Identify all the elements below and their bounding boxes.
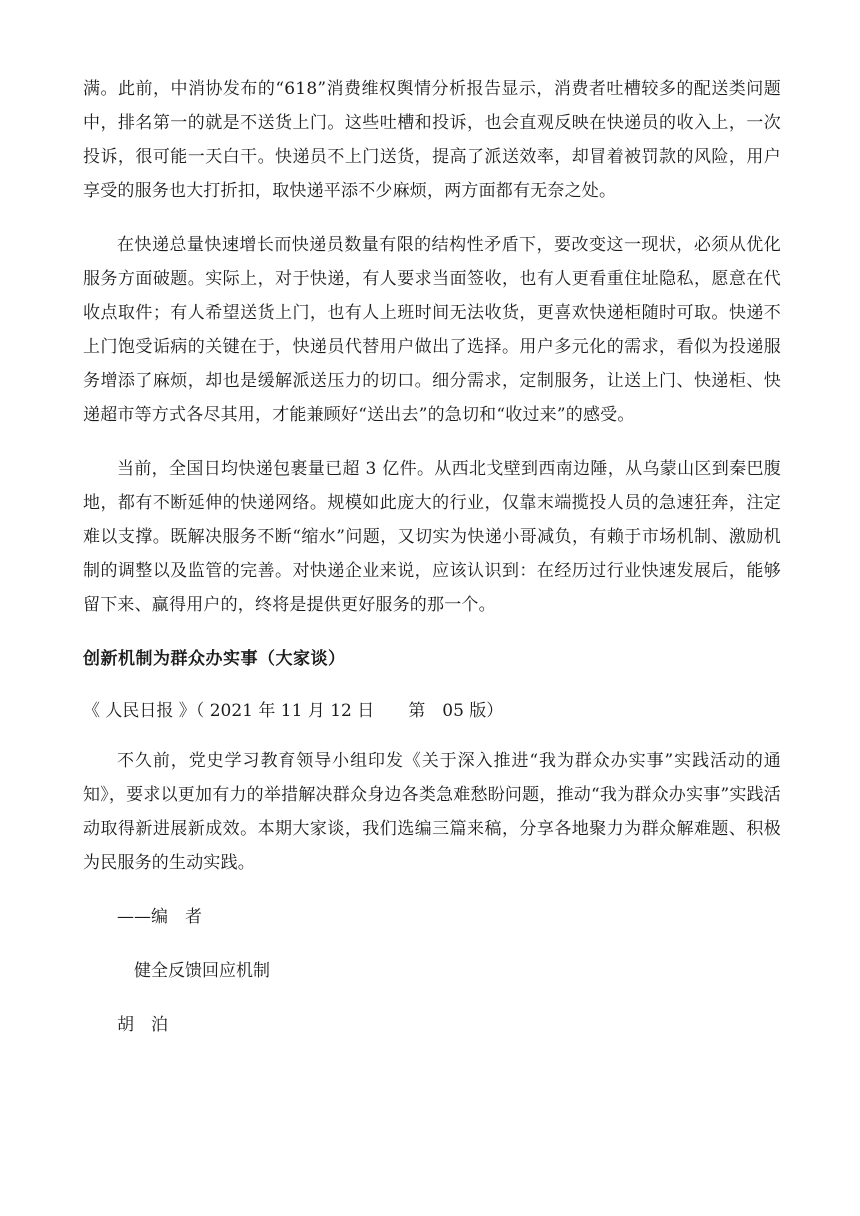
document-page xyxy=(83,72,781,1042)
article-source-line: 《 人民日报 》（ 2021 年 11 月 12 日 第 05 版） xyxy=(83,701,504,721)
article-paragraph: 不久前，党史学习教育领导小组印发《关于深入推进“我为群众办实事”实践活动的通知》，要求以更加有力的举措解决群众身边各类急难愁盼问题，推动“我为群众办实事”实践活动取得新进展新成效。本期大家谈，我们选编三篇来稿，分享各地聚力为群众解难题、积极为民服务的生动实践。 xyxy=(83,751,781,873)
section-subtitle: 健全反馈回应机制 xyxy=(134,961,270,981)
article-paragraph: 满。此前，中消协发布的“618”消费维权舆情分析报告显示，消费者吐槽较多的配送类问题中，排名第一的就是不送货上门。这些吐槽和投诉，也会直观反映在快递员的收入上，一次投诉，很可能一天白干。快递员不上门送货，提高了派送效率，却冒着被罚款的风险，用户享受的服务也大打折扣，取快递平添不少麻烦，两方面都有无奈之处。 xyxy=(83,79,781,201)
article-headline: 创新机制为群众办实事（大家谈） xyxy=(83,649,346,669)
article-paragraph: 在快递总量快速增长而快递员数量有限的结构性矛盾下，要改变这一现状，必须从优化服务方面破题。实际上，对于快递，有人要求当面签收，也有人更看重住址隐私，愿意在代收点取件；有人希望送货上门，也有人上班时间无法收货，更喜欢快递柜随时可取。快递不上门饱受诟病的关键在于，快递员代替用户做出了选择。用户多元化的需求，看似为投递服务增添了麻烦，却也是缓解派送压力的切口。细分需求，定制服务，让送上门、快递柜、快递超市等方式各尽其用，才能兼顾好“送出去”的急切和“收过来”的感受。 xyxy=(83,235,781,425)
article-paragraph: 当前，全国日均快递包裹量已超 3 亿件。从西北戈壁到西南边陲，从乌蒙山区到秦巴腹地，都有不断延伸的快递网络。规模如此庞大的行业，仅靠末端揽投人员的急速狂奔，注定难以支撑。既解决服务不断“缩水”问题，又切实为快递小哥减负，有赖于市场机制、激励机制的调整以及监管的完善。对快递企业来说，应该认识到：在经历过行业快速发展后，能够留下来、赢得用户的，终将是提供更好服务的那一个。 xyxy=(83,459,781,615)
author-name: 胡 泊 xyxy=(117,1015,168,1035)
editor-signature: ——编 者 xyxy=(117,907,202,927)
